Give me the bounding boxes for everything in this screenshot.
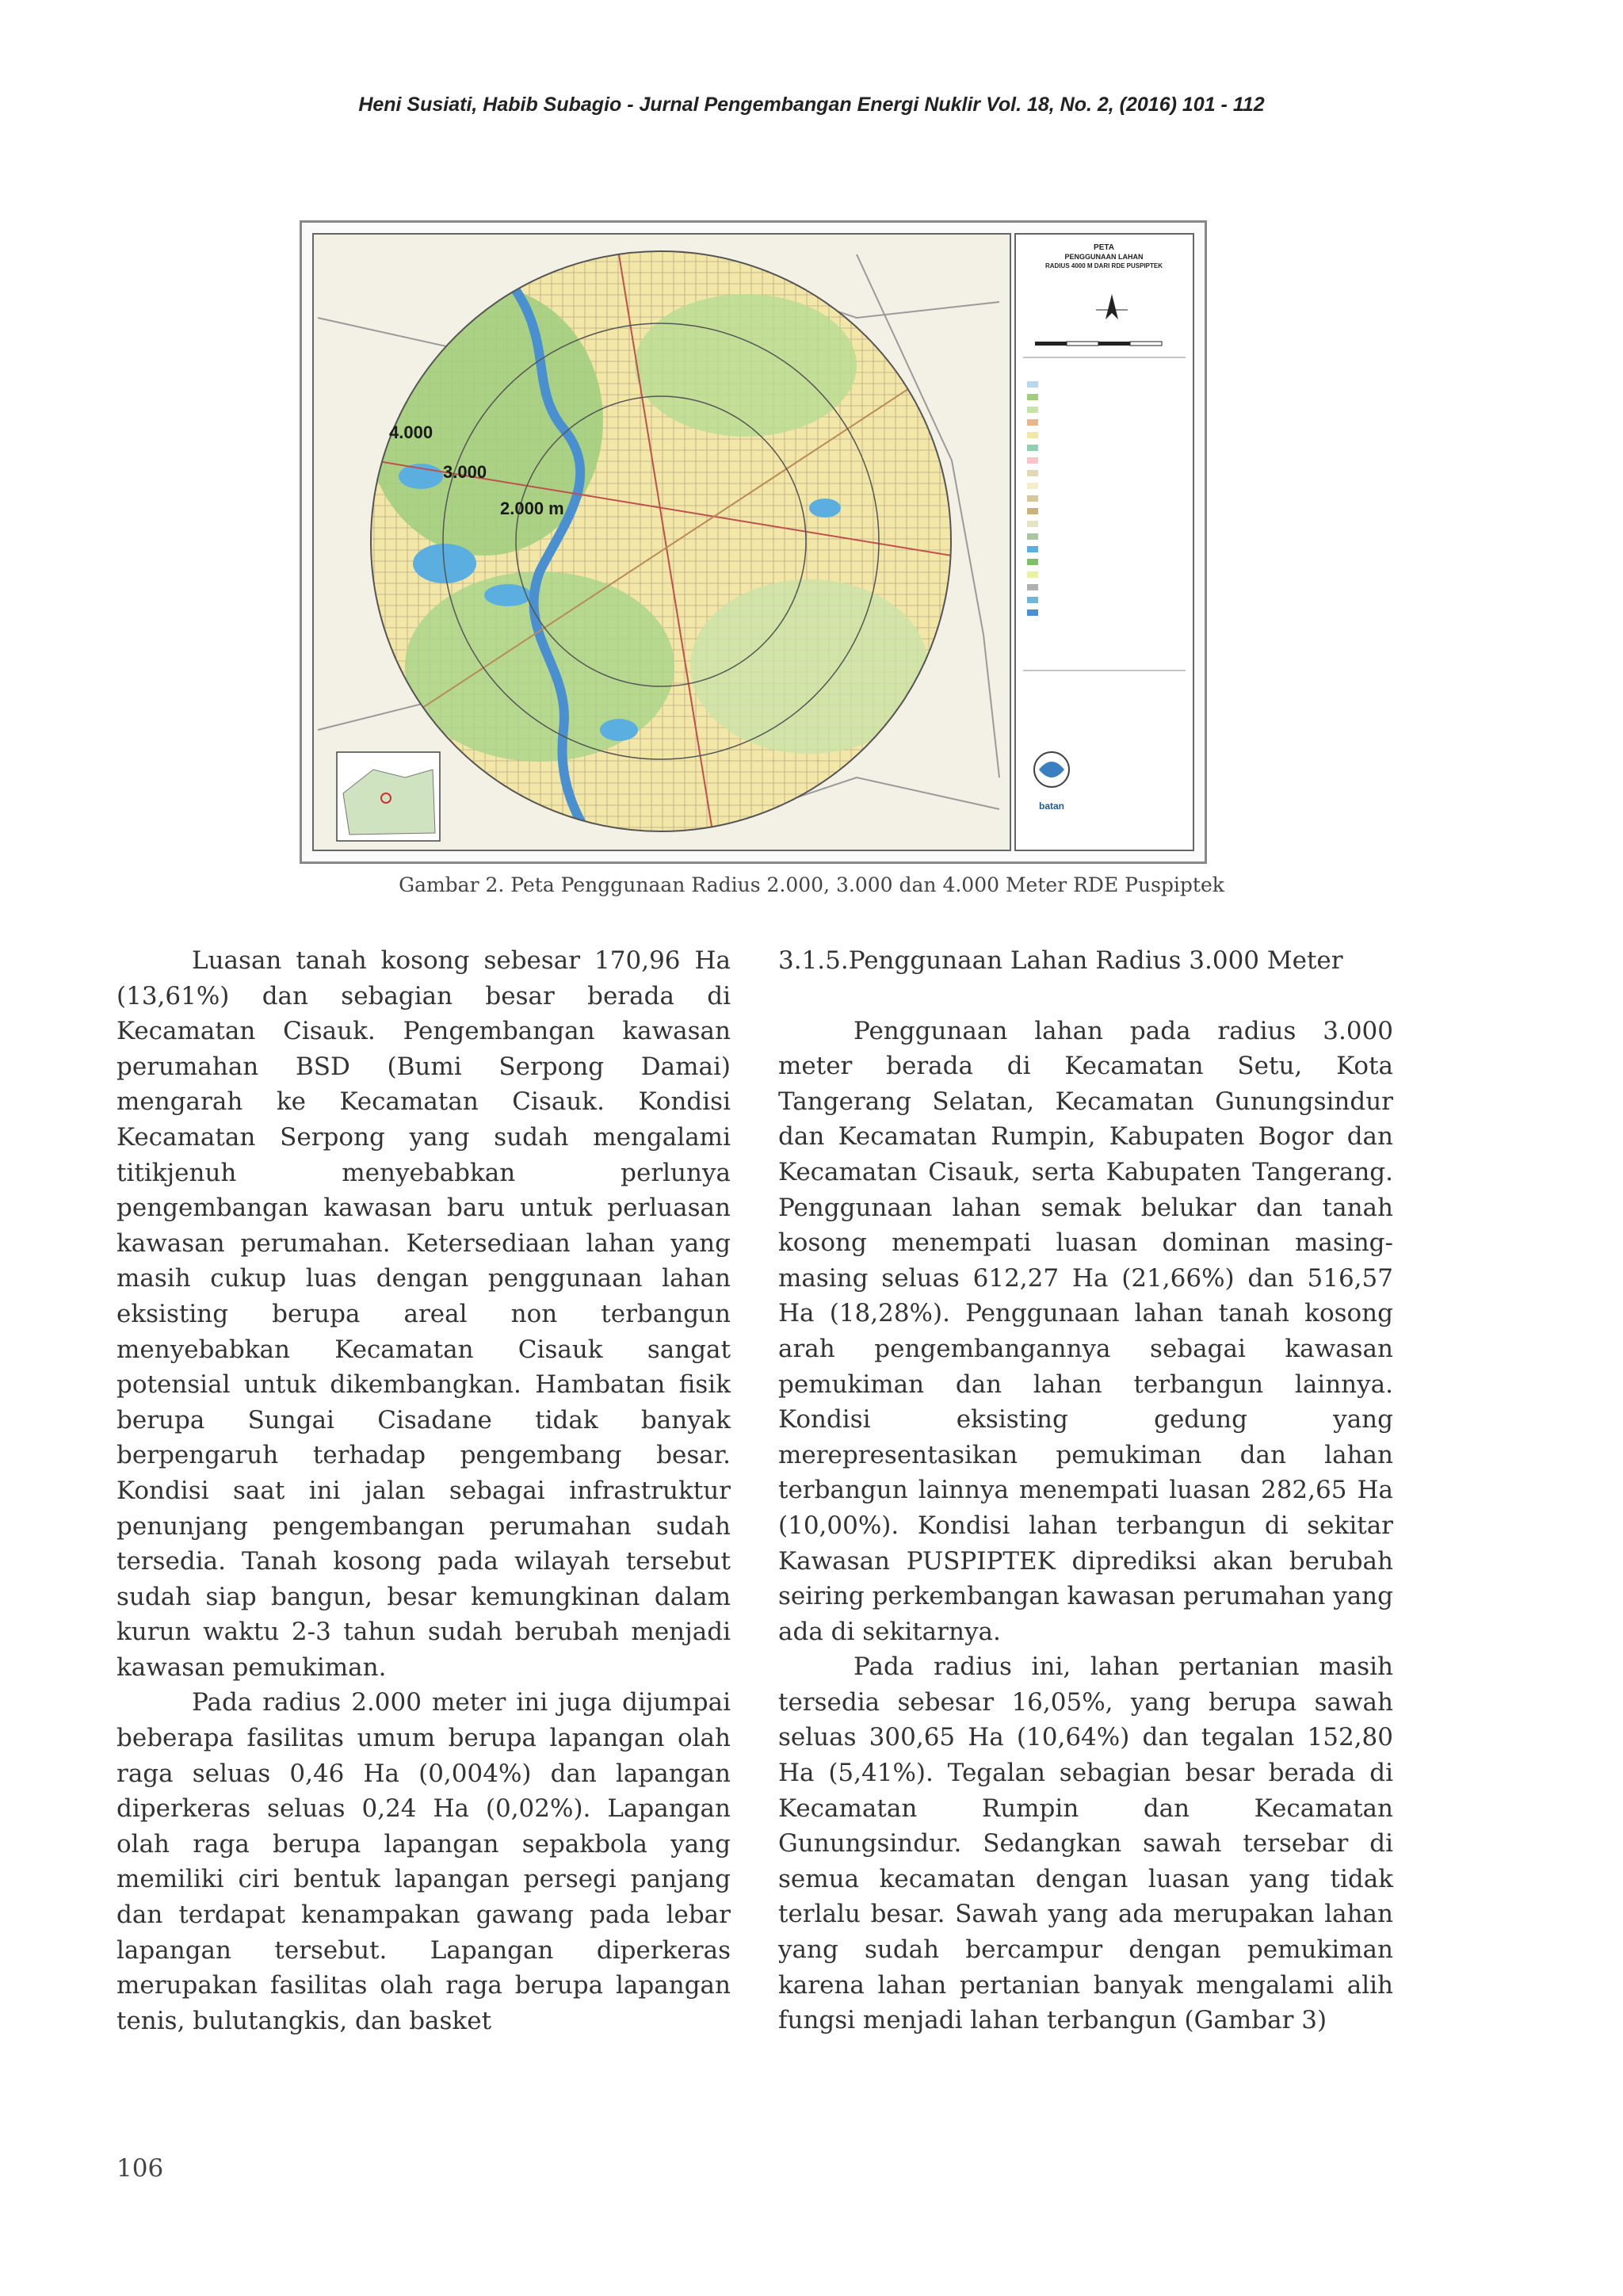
right-column — [778, 943, 1393, 2038]
left-column — [116, 943, 731, 2038]
institution-name: batan — [1038, 800, 1065, 812]
legend-panel — [1015, 234, 1193, 850]
map-subtitle-2: RADIUS 4000 M DARI RDE PUSPIPTEK — [1044, 262, 1163, 269]
water-body — [399, 464, 443, 489]
land-use-map-figure — [300, 220, 1207, 864]
water-body — [809, 499, 841, 518]
radius-label-2000: 2.000 m — [500, 499, 564, 518]
paragraph: Penggunaan lahan pada radius 3.000 meter berada di Kecamatan Setu, Kota Tangerang Selatan, Kecamatan Gunungsindur dan Kecamatan Rumpin, Kabupaten Bogor dan Kecamatan Cisauk, serta Kabupaten Tangerang. Penggunaan lahan semak belukar dan tanah kosong menempati luasan dominan masing-masing seluas 612,27 Ha (21,66%) dan 516,57 Ha (18,28%). Penggunaan lahan tanah kosong arah pengembangannya sebagai kawasan pemukiman dan lahan terbangun lainnya. Kondisi eksisting gedung yang merepresentasikan pemukiman dan lahan terbangun lainnya menempati luasan 282,65 Ha (10,00%). Kondisi lahan terbangun di sekitar Kawasan PUSPIPTEK diprediksi akan berubah seiring perkembangan kawasan perumahan yang ada di sekitarnya. — [778, 1016, 1393, 1646]
page-number: 106 — [116, 2154, 164, 2183]
paragraph: Pada radius 2.000 meter ini juga dijumpai beberapa fasilitas umum berupa lapangan olah raga seluas 0,46 Ha (0,004%) dan lapangan diperkeras seluas 0,24 Ha (0,02%). Lapangan olah raga berupa lapangan sepakbola yang memiliki ciri bentuk lapangan persegi panjang dan terdapat kenampakan gawang pada lebar lapangan tersebut. Lapangan diperkeras merupakan fasilitas olah raga berupa lapangan tenis, bulutangkis, dan basket — [116, 1688, 731, 2035]
water-body — [600, 719, 638, 741]
section-heading: 3.1.5.Penggunaan Lahan Radius 3.000 Meter — [778, 946, 1343, 975]
radius-label-3000: 3.000 — [443, 462, 487, 482]
paragraph: Luasan tanah kosong sebesar 170,96 Ha (13,61%) dan sebagian besar berada di Kecamatan Cisauk. Pengembangan kawasan perumahan BSD (Bumi Serpong Damai) mengarah ke Kecamatan Cisauk. Kondisi Kecamatan Serpong yang sudah mengalami titikjenuh menyebabkan perlunya pengembangan kawasan baru untuk perluasan kawasan perumahan. Ketersediaan lahan yang masih cukup luas dengan penggunaan lahan eksisting berupa areal non terbangun menyebabkan Kecamatan Cisauk sangat potensial untuk dikembangkan. Hambatan fisik berupa Sungai Cisadane tidak banyak berpengaruh terhadap pengembang besar. Kondisi saat ini jalan sebagai infrastruktur penunjang pengembangan perumahan sudah tersedia. Tanah kosong pada wilayah tersebut sudah siap bangun, besar kemungkinan dalam kurun waktu 2-3 tahun sudah berubah menjadi kawasan pemukiman. — [116, 946, 731, 1682]
scale-bar — [1035, 342, 1162, 346]
paragraph: Pada radius ini, lahan pertanian masih tersedia sebesar 16,05%, yang berupa sawah seluas 300,65 Ha (10,64%) dan tegalan 152,80 Ha (5,41%). Tegalan sebagian besar berada di Kecamatan Rumpin dan Kecamatan Gunungsindur. Sedangkan sawah tersebar di semua kecamatan dengan luasan yang tidak terlalu besar. Sawah yang ada merupakan lahan yang sudah bercampur dengan pemukiman karena lahan pertanian banyak mengalami alih fungsi menjadi lahan terbangun (Gambar 3) — [778, 1652, 1393, 2035]
water-body — [484, 584, 532, 606]
radius-label-4000: 4.000 — [389, 422, 433, 442]
map-subtitle-1: PENGGUNAAN LAHAN — [1064, 253, 1144, 261]
land-use-map — [302, 223, 1205, 861]
figure-caption: Gambar 2. Peta Penggunaan Radius 2.000, 3.000 dan 4.000 Meter RDE Puspiptek — [399, 873, 1224, 896]
map-title: PETA — [1094, 243, 1114, 252]
running-header: Heni Susiati, Habib Subagio - Jurnal Pengembangan Energi Nuklir Vol. 18, No. 2, (2016) 101 - 112 — [358, 94, 1265, 116]
vegetation-area — [635, 294, 857, 437]
